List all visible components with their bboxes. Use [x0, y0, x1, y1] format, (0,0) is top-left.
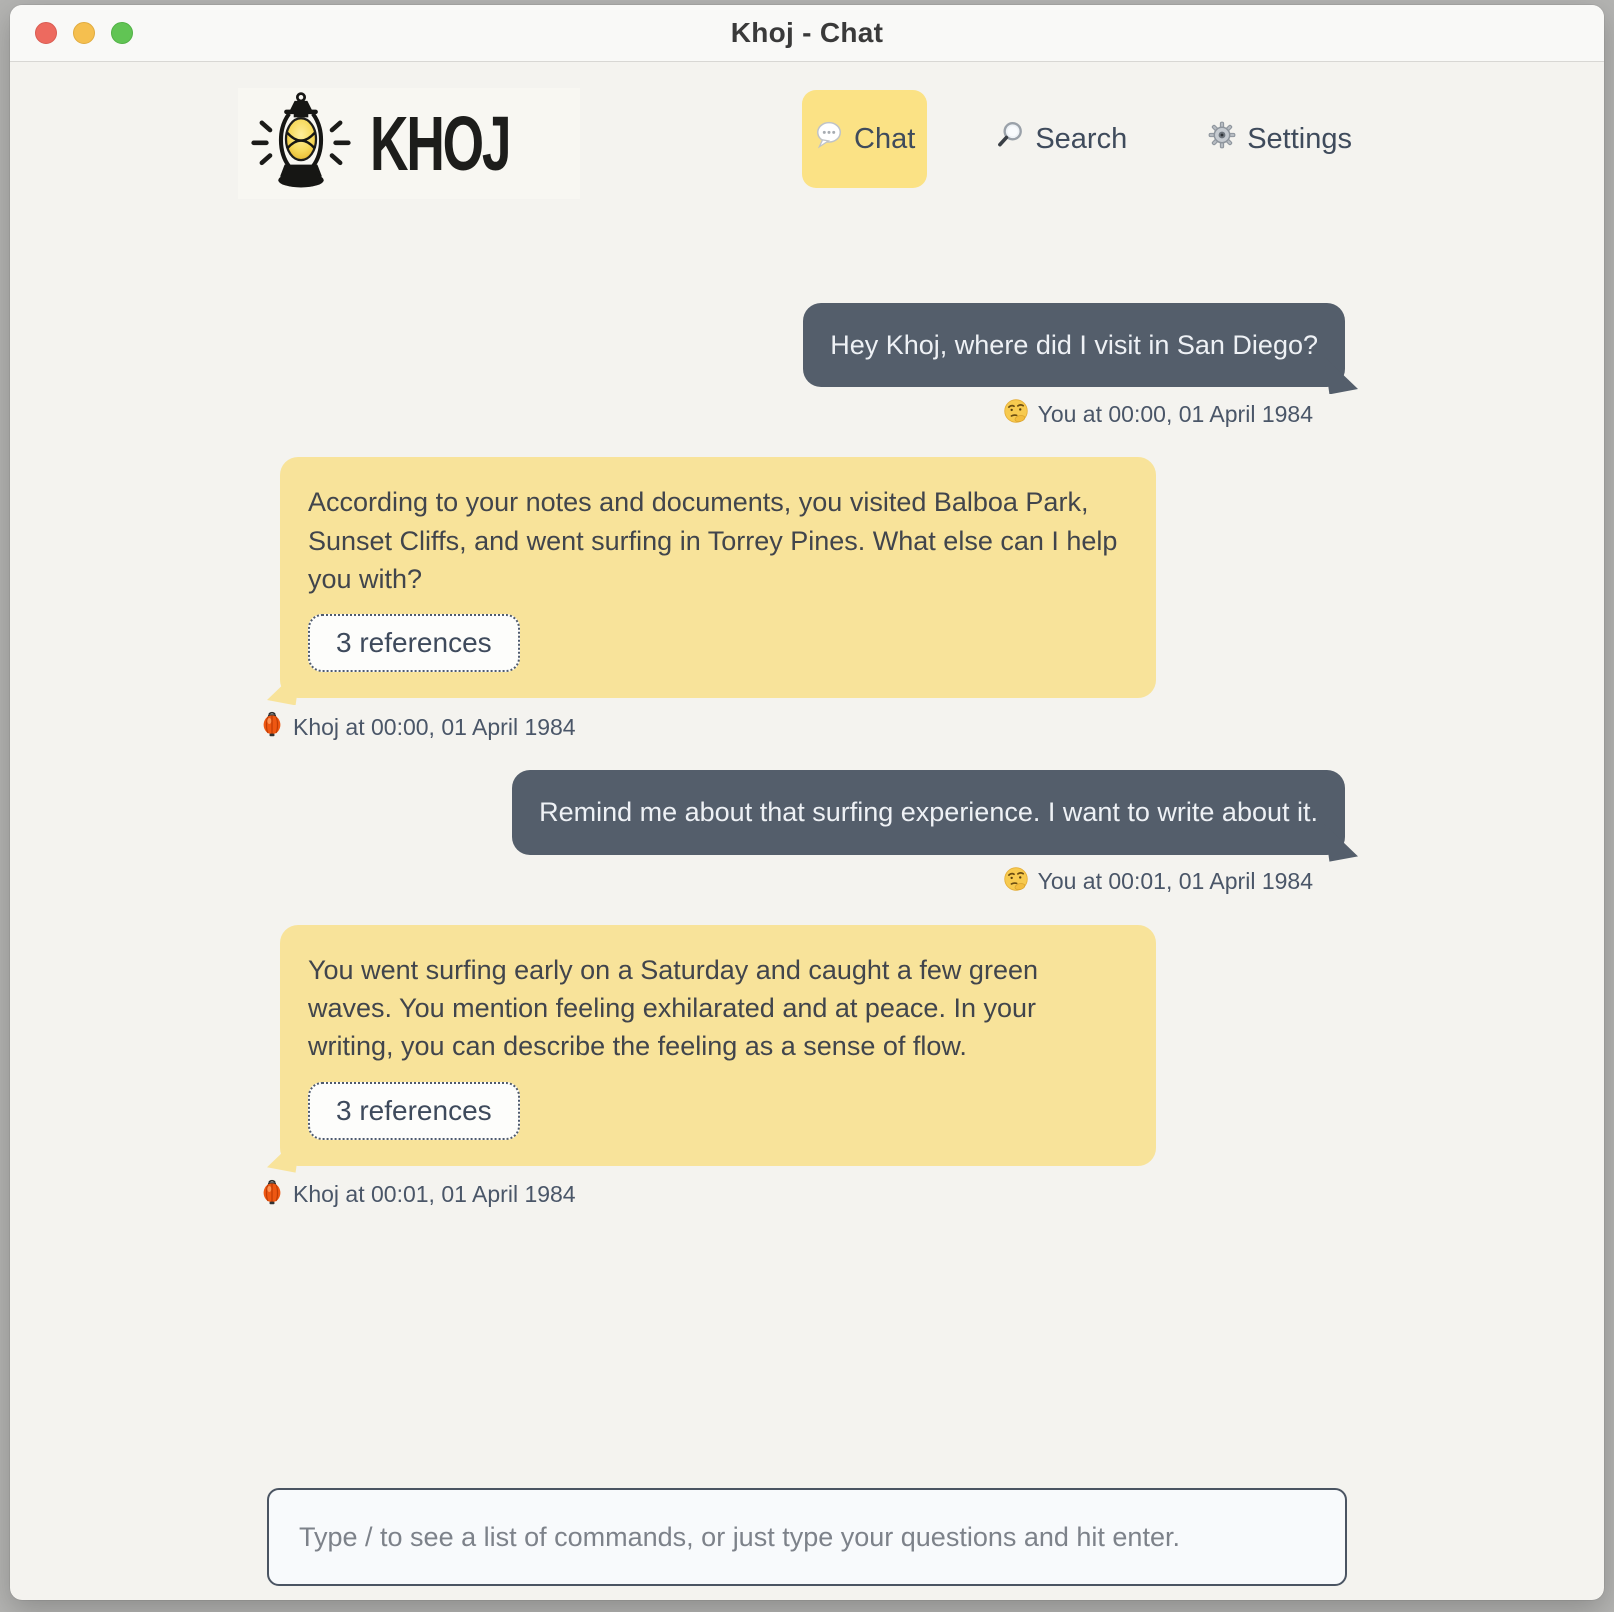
lantern-logo-icon: [242, 90, 360, 197]
red-lantern-icon: [260, 1179, 284, 1211]
nav-tab-settings-label: Settings: [1247, 122, 1352, 155]
message-meta-text: You at 00:01, 01 April 1984: [1037, 868, 1313, 895]
references-toggle-button[interactable]: 3 references: [308, 1082, 520, 1140]
references-toggle-button[interactable]: 3 references: [308, 614, 520, 672]
logo-wordmark: KHOJ: [370, 99, 510, 187]
close-window-button[interactable]: [35, 22, 57, 44]
red-lantern-icon: [260, 711, 284, 743]
magnifying-glass-icon: [995, 120, 1025, 158]
message-meta: [1003, 398, 1313, 430]
khoj-message-bubble: [280, 457, 1156, 698]
nav-tab-search[interactable]: [983, 90, 1139, 188]
chat-message-list: [10, 303, 1604, 1238]
message-text: You went surfing early on a Saturday and caught a few green waves. You mention feeling exhilarated and at peace. In your writing, you can describe the feeling as a sense of flow.: [308, 954, 1038, 1062]
composer-area: [10, 1488, 1604, 1600]
chat-empty-space: [10, 1238, 1604, 1488]
chat-input[interactable]: [267, 1488, 1347, 1586]
khoj-logo: [238, 88, 580, 199]
nav-tab-search-label: Search: [1035, 122, 1128, 155]
window-controls: [35, 5, 133, 61]
message-meta-text: You at 00:00, 01 April 1984: [1037, 400, 1313, 427]
nav-tab-settings[interactable]: [1195, 90, 1364, 188]
user-message-bubble: [512, 770, 1345, 854]
speech-balloon-icon: [814, 120, 844, 158]
message-meta: [260, 1179, 576, 1211]
message-text: Hey Khoj, where did I visit in San Diego?: [830, 330, 1318, 360]
message-meta-text: Khoj at 00:00, 01 April 1984: [293, 713, 576, 740]
user-message-group: [260, 303, 1358, 430]
message-meta: [1003, 866, 1313, 898]
app-header: [10, 62, 1604, 199]
khoj-message-bubble: [280, 925, 1156, 1166]
message-meta: [260, 711, 576, 743]
window-title: Khoj - Chat: [730, 17, 884, 48]
maximize-window-button[interactable]: [111, 22, 133, 44]
nav-tab-chat-label: Chat: [854, 122, 916, 155]
user-message-group: [260, 770, 1358, 897]
message-text: Remind me about that surfing experience. I want to write about it.: [539, 797, 1318, 828]
app-window: [10, 5, 1604, 1600]
thinking-face-icon: [1003, 866, 1029, 898]
gear-icon: [1207, 120, 1237, 158]
main-nav: [802, 90, 1364, 188]
nav-tab-chat[interactable]: [802, 90, 927, 188]
title-bar: [10, 5, 1604, 62]
user-message-bubble: [803, 303, 1345, 387]
khoj-message-group: [260, 925, 1358, 1211]
thinking-face-icon: [1003, 398, 1029, 430]
message-meta-text: Khoj at 00:01, 01 April 1984: [293, 1181, 576, 1208]
khoj-message-group: [260, 457, 1358, 743]
message-text: According to your notes and documents, you visited Balboa Park, Sunset Cliffs, and went surfing in Torrey Pines. What else can I help you with?: [308, 487, 1118, 594]
minimize-window-button[interactable]: [73, 22, 95, 44]
